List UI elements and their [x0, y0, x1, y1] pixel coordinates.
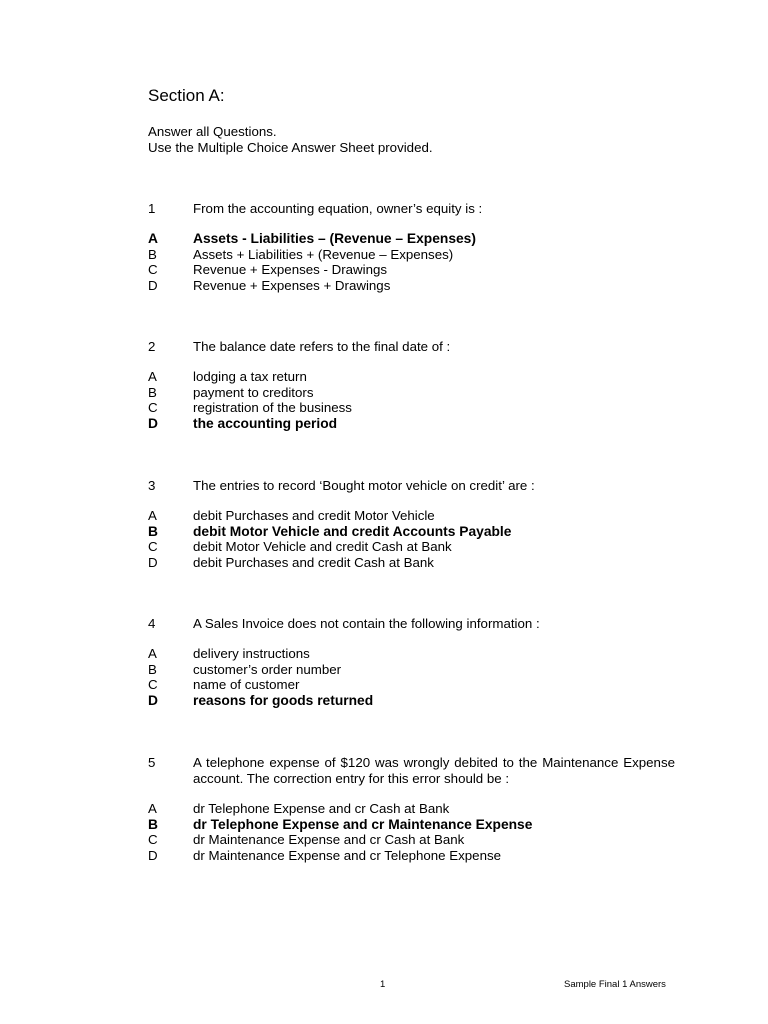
- instruction-line: Answer all Questions.: [148, 124, 277, 139]
- page-number: 1: [380, 979, 386, 990]
- option-text: reasons for goods returned: [193, 692, 374, 708]
- option-text: payment to creditors: [193, 384, 314, 400]
- option-letter: A: [148, 231, 158, 246]
- option-d: [148, 693, 675, 709]
- option-text: registration of the business: [193, 400, 352, 415]
- option-text: Assets + Liabilities + (Revenue – Expenses): [193, 246, 454, 262]
- option-text: delivery instructions: [193, 646, 310, 661]
- question-4: [148, 616, 675, 708]
- option-d: [148, 848, 675, 864]
- option-letter: C: [148, 832, 158, 847]
- option-list: [148, 231, 675, 293]
- option-letter: D: [148, 415, 158, 431]
- option-c: [148, 539, 675, 555]
- option-d: [148, 555, 675, 571]
- option-text: Revenue + Expenses + Drawings: [193, 277, 391, 293]
- option-a: [148, 369, 675, 385]
- option-text: debit Purchases and credit Motor Vehicle: [193, 508, 435, 523]
- option-c: [148, 677, 675, 693]
- instructions: [148, 124, 433, 156]
- option-letter: D: [148, 554, 158, 570]
- option-list: [148, 646, 675, 708]
- option-b: [148, 385, 675, 401]
- option-list: [148, 369, 675, 431]
- option-list: [148, 801, 675, 863]
- option-text: the accounting period: [193, 415, 338, 431]
- option-letter: D: [148, 847, 158, 863]
- option-letter: B: [148, 246, 157, 262]
- option-text: dr Telephone Expense and cr Maintenance Expense: [193, 816, 533, 832]
- question-number: 3: [148, 478, 156, 493]
- option-a: [148, 508, 675, 524]
- footer-label: Sample Final 1 Answers: [564, 979, 666, 990]
- option-a: [148, 231, 675, 247]
- option-d: [148, 278, 675, 294]
- option-letter: C: [148, 400, 158, 415]
- question-number: 4: [148, 616, 156, 631]
- option-text: debit Motor Vehicle and credit Cash at Bank: [193, 539, 452, 554]
- option-letter: B: [148, 523, 158, 539]
- question-number: 1: [148, 201, 156, 216]
- option-letter: C: [148, 262, 158, 277]
- option-list: [148, 508, 675, 570]
- option-text: Assets - Liabilities – (Revenue – Expenses): [193, 231, 476, 246]
- option-c: [148, 832, 675, 848]
- option-d: [148, 416, 675, 432]
- option-a: [148, 801, 675, 817]
- option-letter: D: [148, 692, 158, 708]
- question-number: 2: [148, 339, 156, 354]
- option-letter: D: [148, 277, 158, 293]
- option-letter: C: [148, 539, 158, 554]
- option-letter: A: [148, 801, 157, 816]
- option-letter: B: [148, 661, 157, 677]
- option-c: [148, 400, 675, 416]
- option-b: [148, 247, 675, 263]
- option-a: [148, 646, 675, 662]
- option-letter: A: [148, 508, 157, 523]
- question-5: [148, 755, 675, 863]
- option-c: [148, 262, 675, 278]
- option-text: lodging a tax return: [193, 369, 307, 384]
- section-title: Section A:: [148, 86, 225, 105]
- option-letter: B: [148, 384, 157, 400]
- option-text: debit Motor Vehicle and credit Accounts Payable: [193, 523, 512, 539]
- option-b: [148, 817, 675, 833]
- question-1: [148, 201, 675, 293]
- option-text: dr Maintenance Expense and cr Cash at Bank: [193, 832, 465, 847]
- option-letter: C: [148, 677, 158, 692]
- option-text: dr Maintenance Expense and cr Telephone Expense: [193, 847, 502, 863]
- question-number: 5: [148, 755, 156, 770]
- option-letter: A: [148, 369, 157, 384]
- option-text: name of customer: [193, 677, 300, 692]
- question-text: From the accounting equation, owner’s equity is :: [193, 201, 483, 216]
- question-text: A Sales Invoice does not contain the following information :: [193, 616, 540, 631]
- option-b: [148, 524, 675, 540]
- question-text: The entries to record ‘Bought motor vehicle on credit’ are :: [193, 478, 535, 493]
- question-2: [148, 339, 675, 431]
- option-text: dr Telephone Expense and cr Cash at Bank: [193, 801, 450, 816]
- option-letter: A: [148, 646, 157, 661]
- instruction-line: Use the Multiple Choice Answer Sheet provided.: [148, 140, 433, 155]
- question-3: [148, 478, 675, 570]
- question-text: A telephone expense of $120 was wrongly debited to the Maintenance Expense account. The correction entry for this error should be :: [193, 755, 675, 786]
- option-b: [148, 662, 675, 678]
- question-text: The balance date refers to the final date of :: [193, 339, 451, 354]
- option-letter: B: [148, 816, 158, 832]
- option-text: Revenue + Expenses - Drawings: [193, 262, 388, 277]
- option-text: debit Purchases and credit Cash at Bank: [193, 554, 434, 570]
- option-text: customer’s order number: [193, 661, 342, 677]
